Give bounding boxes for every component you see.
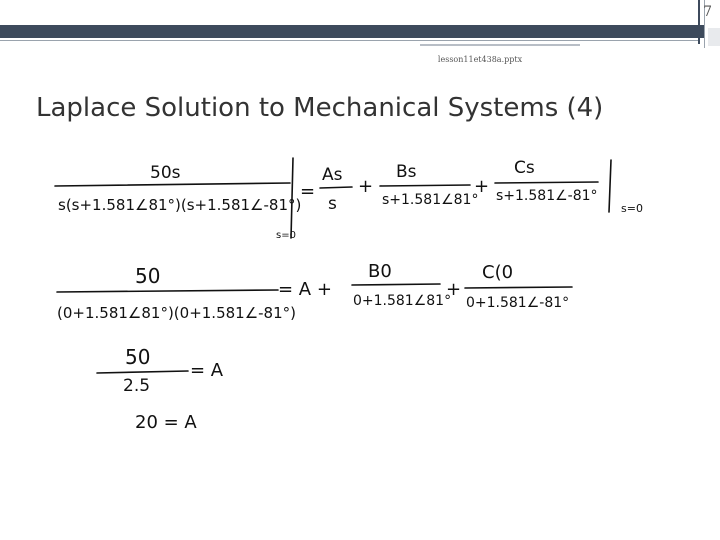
eq1-num-b: Bs bbox=[396, 162, 417, 182]
eq3-den: 2.5 bbox=[123, 376, 151, 396]
eq1-b-bar bbox=[380, 185, 470, 186]
eq2-plus: + bbox=[446, 279, 462, 300]
eq2-den-c: 0+1.581∠-81° bbox=[466, 295, 570, 311]
eq2-b-bar bbox=[352, 284, 440, 285]
eq3-num: 50 bbox=[125, 345, 151, 369]
eq1-plus-1: + bbox=[358, 176, 374, 197]
eq2-num-c: C(0 bbox=[482, 262, 514, 283]
eq1-plus-2: + bbox=[474, 176, 490, 197]
eq4: 20 = A bbox=[135, 412, 197, 433]
eq2-den-b: 0+1.581∠81° bbox=[353, 293, 452, 309]
slide-title: Laplace Solution to Mechanical Systems (4) bbox=[36, 93, 604, 123]
eq1-eval-bar-right bbox=[609, 160, 611, 212]
eq2-den-main: (0+1.581∠81°)(0+1.581∠-81°) bbox=[57, 304, 296, 322]
eq1-equals: = bbox=[300, 181, 316, 202]
page-number: 7 bbox=[703, 4, 712, 20]
eq1-num-c: Cs bbox=[514, 158, 535, 178]
eq3-rhs: = A bbox=[190, 360, 224, 381]
eq3-bar bbox=[97, 371, 188, 373]
eq2-rhs: = A + bbox=[278, 279, 332, 300]
eq1-num-a: As bbox=[322, 165, 343, 185]
eq2-num-b: B0 bbox=[368, 261, 392, 282]
eq1-c-bar bbox=[495, 182, 598, 183]
eq2-c-bar bbox=[465, 287, 572, 288]
eq1-den-a: s bbox=[328, 194, 337, 214]
eq1-main-bar bbox=[55, 183, 290, 186]
eq1-den-c: s+1.581∠-81° bbox=[496, 188, 598, 204]
eq2-num-main: 50 bbox=[135, 264, 161, 288]
eq1-eval-left: s=0 bbox=[276, 230, 296, 241]
eq1-den-main: s(s+1.581∠81°)(s+1.581∠-81°) bbox=[58, 196, 302, 214]
eq1-den-b: s+1.581∠81° bbox=[382, 192, 479, 208]
eq1-num-main: 50s bbox=[150, 163, 181, 183]
eq2-main-bar bbox=[57, 290, 278, 292]
eq1-a-bar bbox=[320, 187, 352, 188]
eq1-eval: s=0 bbox=[621, 202, 643, 215]
file-name: lesson11et438a.pptx bbox=[437, 55, 523, 64]
